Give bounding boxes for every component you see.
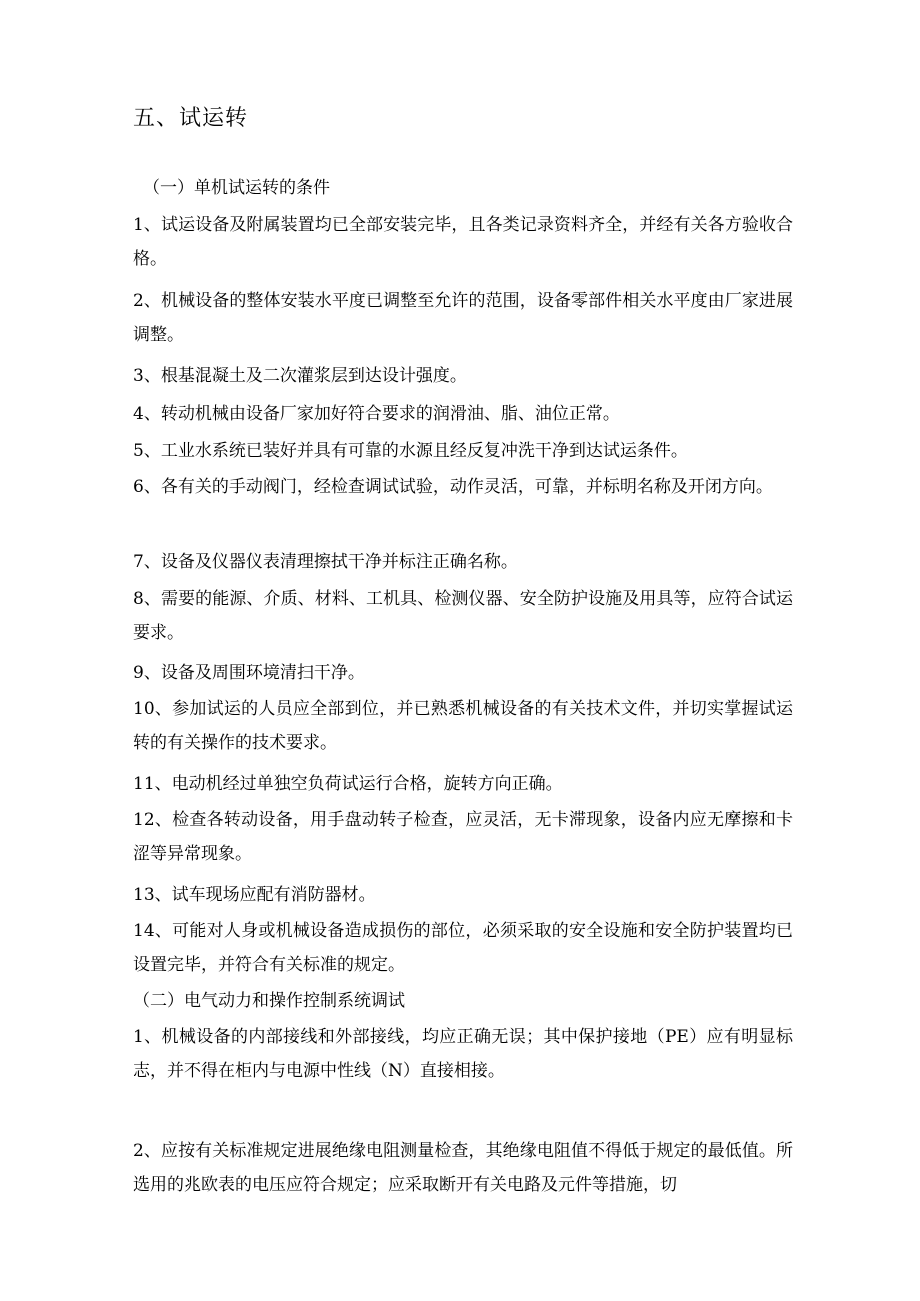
list-item: 12、检查各转动设备，用手盘动转子检查，应灵活，无卡滞现象，设备内应无摩擦和卡涩等异常现象。: [133, 810, 793, 864]
list-item: 6、各有关的手动阀门，经检查调试试验，动作灵活，可靠，并标明名称及开闭方向。: [133, 477, 773, 497]
list-item: 2、应按有关标准规定进展绝缘电阻测量检查，其绝缘电阻值不得低于规定的最低值。所选用的兆欧表的电压应符合规定；应采取断开有关电路及元件等措施，切: [133, 1141, 793, 1195]
list-item: 7、设备及仪器仪表清理擦拭干净并标注正确名称。: [133, 552, 518, 572]
list-item: 3、根基混凝土及二次灌浆层到达设计强度。: [133, 366, 467, 386]
list-item: 2、机械设备的整体安装水平度已调整至允许的范围，设备零部件相关水平度由厂家进展调整。: [133, 291, 793, 345]
list-item: 11、电动机经过单独空负荷试运行合格，旋转方向正确。: [133, 774, 563, 794]
list-item: 5、工业水系统已装好并具有可靠的水源且经反复冲洗干净到达试运条件。: [133, 441, 688, 461]
page-title: 五、试运转: [133, 106, 249, 131]
list-item: 4、转动机械由设备厂家加好符合要求的润滑油、脂、油位正常。: [133, 404, 620, 424]
list-item: 1、试运设备及附属装置均已全部安装完毕，且各类记录资料齐全，并经有关各方验收合格。: [133, 215, 793, 269]
section-heading-2: （二）电气动力和操作控制系统调试: [133, 991, 405, 1011]
list-item: 13、试车现场应配有消防器材。: [133, 885, 376, 905]
section-heading-1: （一）单机试运转的条件: [143, 178, 330, 198]
list-item: 8、需要的能源、介质、材料、工机具、检测仪器、安全防护设施及用具等，应符合试运要求。: [133, 589, 793, 643]
list-item: 9、设备及周围环境清扫干净。: [133, 663, 365, 683]
list-item: 1、机械设备的内部接线和外部接线，均应正确无误；其中保护接地（PE）应有明显标志，并不得在柜内与电源中性线（N）直接相接。: [133, 1027, 793, 1081]
list-item: 14、可能对人身或机械设备造成损伤的部位，必须采取的安全设施和安全防护装置均已设置完毕，并符合有关标准的规定。: [133, 921, 793, 975]
list-item: 10、参加试运的人员应全部到位，并已熟悉机械设备的有关技术文件，并切实掌握试运转的有关操作的技术要求。: [133, 699, 793, 753]
